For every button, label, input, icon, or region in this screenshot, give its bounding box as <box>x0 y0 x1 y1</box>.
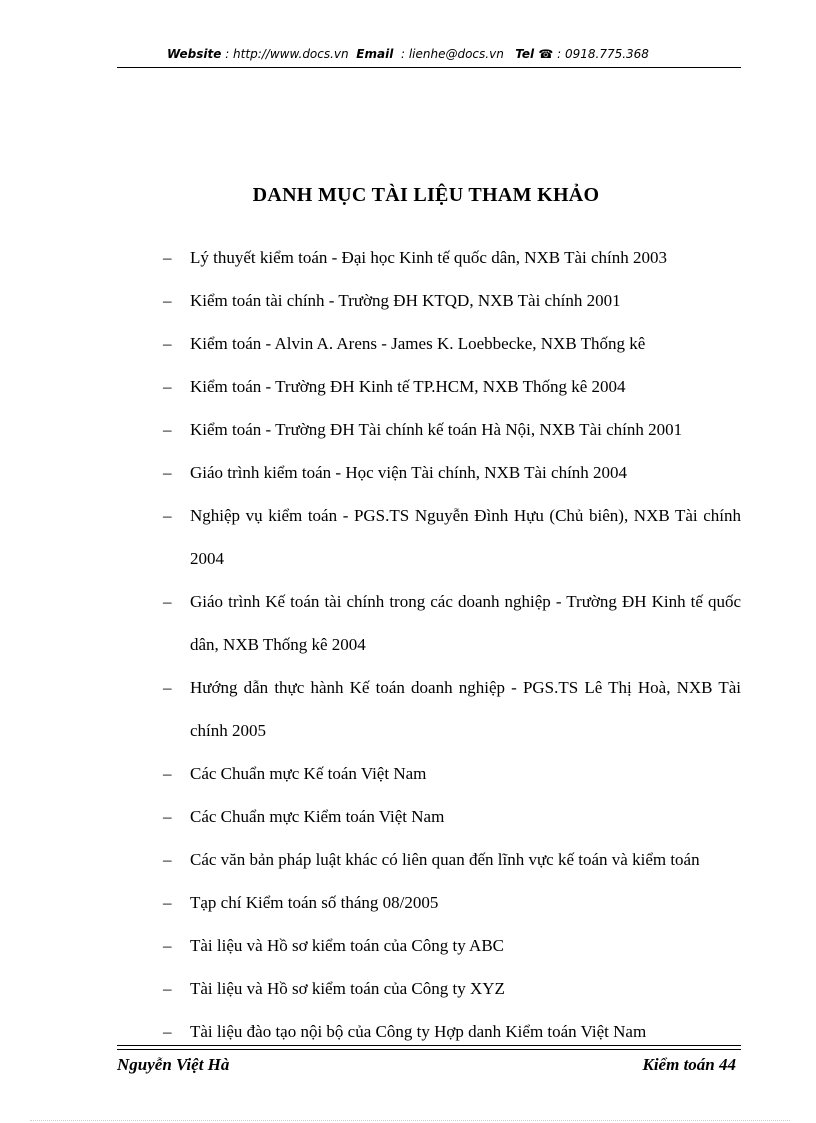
dash-bullet: – <box>163 377 172 396</box>
footer-divider <box>117 1045 741 1046</box>
footer-page-label: Kiểm toán 44 <box>642 1055 736 1074</box>
reference-item <box>163 838 741 881</box>
dash-bullet: – <box>163 850 172 869</box>
dash-bullet: – <box>163 506 172 525</box>
reference-text: Kiểm toán - Trường ĐH Tài chính kế toán Hà Nội, NXB Tài chính 2001 <box>190 420 683 439</box>
dash-bullet: – <box>163 420 172 439</box>
dash-bullet: – <box>163 248 172 267</box>
reference-list <box>163 236 741 1053</box>
footer-author: Nguyễn Việt Hà <box>117 1055 230 1074</box>
reference-item <box>163 967 741 1010</box>
reference-item <box>163 1010 741 1053</box>
reference-text: Hướng dẫn thực hành Kế toán doanh nghiệp - PGS.TS Lê Thị Hoà, NXB Tài chính 2005 <box>190 678 741 740</box>
page-edge <box>30 1120 790 1121</box>
reference-text: Các Chuẩn mực Kiểm toán Việt Nam <box>190 807 445 826</box>
reference-text: Giáo trình kiểm toán - Học viện Tài chính, NXB Tài chính 2004 <box>190 463 628 482</box>
dash-bullet: – <box>163 807 172 826</box>
dash-bullet: – <box>163 291 172 310</box>
reference-item <box>163 236 741 279</box>
reference-item <box>163 451 741 494</box>
dash-bullet: – <box>163 764 172 783</box>
dash-bullet: – <box>163 463 172 482</box>
dash-bullet: – <box>163 979 172 998</box>
reference-item <box>163 279 741 322</box>
reference-item <box>163 408 741 451</box>
dash-bullet: – <box>163 936 172 955</box>
reference-text: Lý thuyết kiểm toán - Đại học Kinh tế quốc dân, NXB Tài chính 2003 <box>190 248 668 267</box>
reference-text: Các văn bản pháp luật khác có liên quan đến lĩnh vực kế toán và kiểm toán <box>190 850 700 869</box>
tel-label: Tel ☎ <box>515 47 554 61</box>
reference-text: Tài liệu và Hồ sơ kiểm toán của Công ty XYZ <box>190 979 505 998</box>
dash-bullet: – <box>163 592 172 611</box>
reference-text: Tài liệu và Hồ sơ kiểm toán của Công ty ABC <box>190 936 505 955</box>
dash-bullet: – <box>163 678 172 697</box>
reference-text: Tài liệu đào tạo nội bộ của Công ty Hợp danh Kiểm toán Việt Nam <box>190 1022 647 1041</box>
website-link[interactable]: : http://www.docs.vn <box>225 47 349 61</box>
reference-item <box>163 666 741 752</box>
reference-text: Các Chuẩn mực Kế toán Việt Nam <box>190 764 427 783</box>
reference-text: Tạp chí Kiểm toán số tháng 08/2005 <box>190 893 439 912</box>
reference-text: Kiểm toán - Alvin A. Arens - James K. Loebbecke, NXB Thống kê <box>190 334 646 353</box>
dash-bullet: – <box>163 893 172 912</box>
tel-value: : 0918.775.368 <box>557 47 649 61</box>
reference-item <box>163 365 741 408</box>
reference-text: Kiểm toán tài chính - Trường ĐH KTQD, NXB Tài chính 2001 <box>190 291 621 310</box>
footer-divider-inner <box>117 1049 741 1050</box>
email-link[interactable]: : lienhe@docs.vn <box>400 47 504 61</box>
reference-item <box>163 322 741 365</box>
reference-text: Kiểm toán - Trường ĐH Kinh tế TP.HCM, NXB Thống kê 2004 <box>190 377 626 396</box>
page-title: DANH MỤC TÀI LIỆU THAM KHẢO <box>252 184 600 206</box>
reference-item <box>163 881 741 924</box>
website-label: Website <box>167 47 222 61</box>
email-label: Email <box>356 47 394 61</box>
reference-item <box>163 494 741 580</box>
reference-text: Nghiệp vụ kiểm toán - PGS.TS Nguyễn Đình Hựu (Chủ biên), NXB Tài chính 2004 <box>190 506 741 568</box>
dash-bullet: – <box>163 334 172 353</box>
reference-text: Giáo trình Kế toán tài chính trong các doanh nghiệp - Trường ĐH Kinh tế quốc dân, NXB Thống kê 2004 <box>190 592 741 654</box>
header-divider <box>117 67 741 68</box>
reference-item <box>163 752 741 795</box>
reference-item <box>163 795 741 838</box>
dash-bullet: – <box>163 1022 172 1041</box>
page-header <box>0 47 816 61</box>
reference-item <box>163 924 741 967</box>
reference-item <box>163 580 741 666</box>
